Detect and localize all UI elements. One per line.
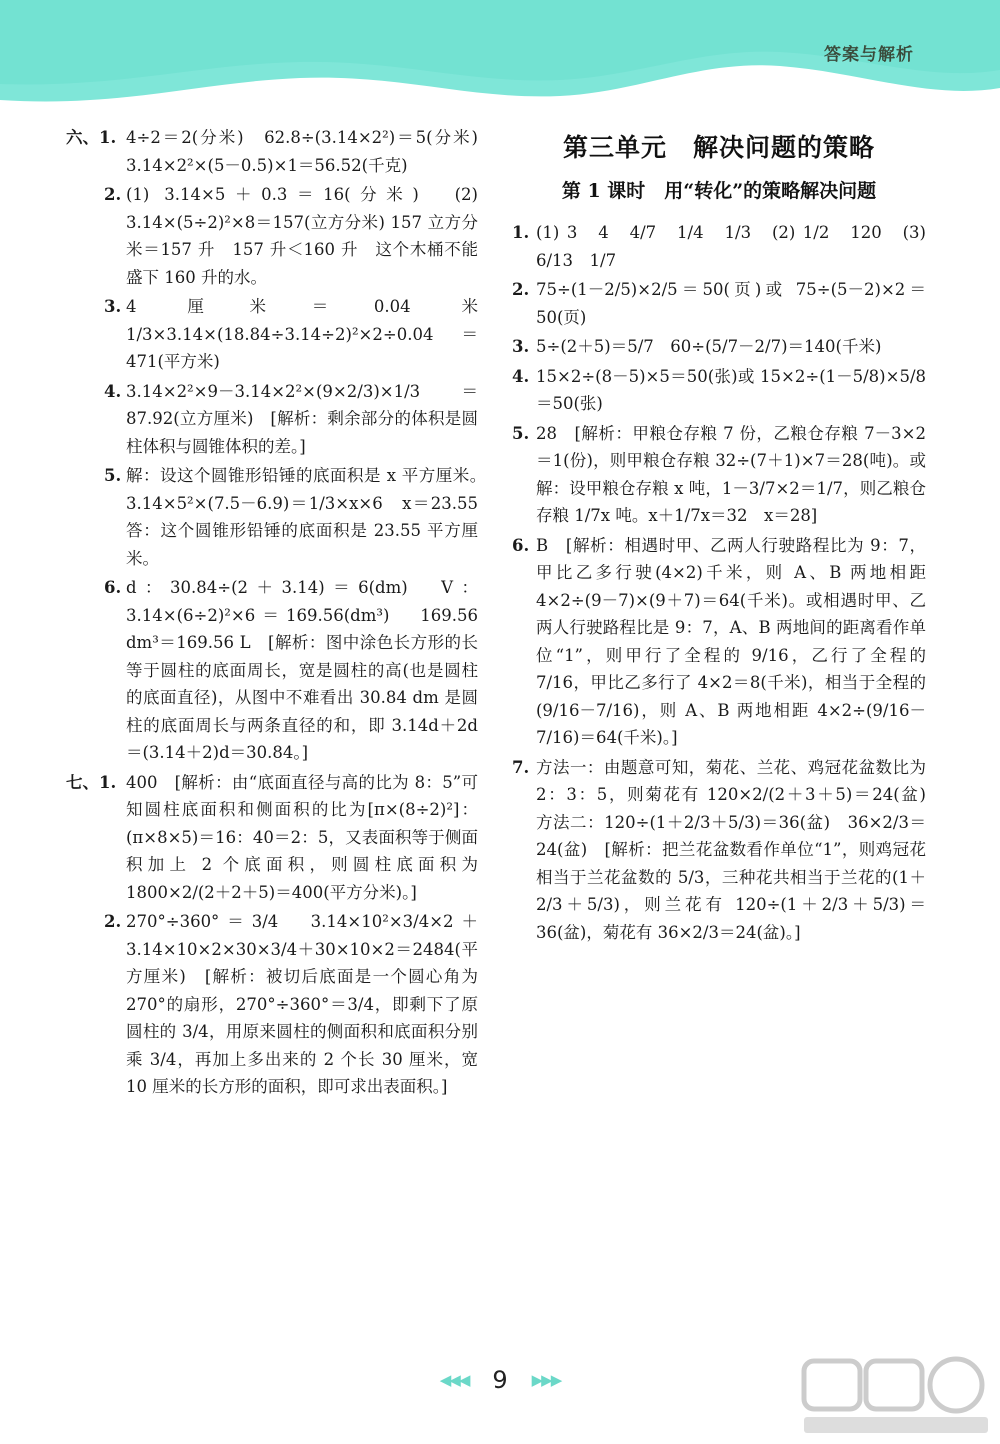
page-number: 9 [492,1366,508,1394]
answer-item [66,293,495,376]
answer-item [66,378,478,461]
item-number: 5. [512,423,530,443]
answer-item [512,754,943,947]
item-number: 1. [512,223,530,242]
answer-item [512,276,926,331]
answer-item [512,532,926,752]
item-number: 七、1. [66,772,117,792]
unit-title: 第三单元 解决问题的策略 [562,133,875,162]
header-title: 答案与解析 [824,45,914,65]
right-arrows-icon: ▶▶▶ [531,1371,561,1389]
page-header [0,0,1000,120]
page-footer [400,1366,600,1394]
item-number: 3. [512,337,530,356]
item-number: 6. [512,535,530,555]
item-number: 2. [512,280,530,299]
item-text: 15×2÷(8－5)×5＝50(张)或 15×2÷(1－5/8)×5/8＝50(张) [536,366,926,413]
item-text: 5÷(2＋5)＝5/7 60÷(5/7－2/7)＝140(千米) [536,337,882,356]
item-number: 3. [104,297,122,316]
item-number: 2. [104,912,122,931]
left-arrows-icon: ◀◀◀ [439,1371,469,1389]
item-number: 6. [104,578,122,597]
item-number: 4. [512,366,530,386]
answer-item [512,333,926,361]
answer-item [66,124,495,179]
answer-item [512,363,926,418]
item-text: 方法一：由题意可知，菊花、兰花、鸡冠花盆数比为 2：3：5，则菊花有 120×2/(2＋3＋5)＝24(盆) 方法二：120÷(1＋2/3＋5/3)＝36(盆) 36×2/3＝24(盆) [解析：把兰花盆数看作单位“1”，则鸡冠花相当于兰花盆数的 5/3，三种花共相当于兰花的(1＋2/3＋5/3)，则兰花有 120÷(1＋2/3＋5/3)＝36(盆)，菊花有 36×2/3＝24(盆)。] [536,757,943,942]
watermark-logo-icon [800,1355,992,1437]
answer-item [66,574,478,767]
item-text: B [解析：相遇时甲、乙两人行驶路程比为 9：7，甲比乙多行驶(4×2)千米，则 A、B 两地相距 4×2÷(9－7)×(9＋7)＝64(千米)。或相遇时甲、乙两人行驶路程比是 9：7，A、B 两地间的距离看作单位“1”，则甲行了全程的 9/16，乙行了全程的 7/16，甲比乙多行了 4×2＝8(千米)，相当于全程的(9/16－7/16)，则 A、B 两地相距 4×2÷(9/16－7/16)＝64(千米)。] [536,535,926,747]
item-text: 4÷2＝2(分米) 62.8÷(3.14×2²)＝5(分米) 3.14×2²×(5－0.5)×1＝56.52(千克) [126,128,495,175]
item-text: (1) 3 4 4/7 1/4 1/3 (2) 1/2 120 (3) 6/13 1/7 [536,223,926,270]
lesson-title: 第 1 课时 用“转化”的策略解决问题 [561,179,877,202]
left-column [66,124,495,1103]
answer-item [66,908,478,1101]
item-number: 5. [104,466,122,485]
item-text: (1) 3.14×5＋0.3＝16(分米) (2) 3.14×(5÷2)²×8＝157(立方分米) 157 立方分米＝157 升 157 升＜160 升 这个木桶不能盛下 160 升的水。 [126,185,478,287]
right-column [512,124,943,948]
item-number: 7. [512,757,530,777]
answer-item [66,769,478,907]
item-text: 28 [解析：甲粮仓存粮 7 份，乙粮仓存粮 7－3×2＝1(份)，则甲粮仓存粮 32÷(7＋1)×7＝28(吨)。或解：设甲粮仓存粮 x 吨，1－3/7×2＝1/7，则乙粮仓存粮 1/7x 吨。x＋1/7x＝32 x＝28] [536,423,926,525]
item-number: 4. [104,381,122,401]
answer-item [512,219,926,274]
answer-item [512,420,926,530]
answer-item [66,181,478,291]
item-text: 75÷(1－2/5)×2/5＝50(页)或 75÷(5－2)×2＝50(页) [536,280,926,327]
item-text: 270°÷360°＝3/4 3.14×10²×3/4×2＋3.14×10×2×30×3/4＋30×10×2＝2484(平方厘米) [解析：被切后底面是一个圆心角为 270°的扇形，270°÷360°＝3/4，即剩下了原圆柱的 3/4，用原来圆柱的侧面积和底面积分别乘 3/4，再加上多出来的 2 个长 30 厘米，宽 10 厘米的长方形的面积，即可求出表面积。] [126,912,478,1096]
item-text: d：30.84÷(2＋3.14)＝6(dm) V：3.14×(6÷2)²×6＝169.56(dm³) 169.56 dm³＝169.56 L [解析：图中涂色长方形的长等于圆柱的底面周长，宽是圆柱的高(也是圆柱的底面直径)，从图中不难看出 30.84 dm 是圆柱的底面周长与两条直径的和，即 3.14d＋2d＝(3.14＋2)d＝30.84。] [126,578,478,762]
item-number: 2. [104,185,122,204]
item-text: 4 厘米＝0.04 米 1/3×3.14×(18.84÷3.14÷2)²×2÷0.04＝471(平方米) [126,297,495,371]
item-number: 六、1. [66,128,117,147]
answer-item [66,462,495,572]
item-text: 400 [解析：由“底面直径与高的比为 8：5”可知圆柱底面积和侧面积的比为[π×(8÷2)²]：(π×8×5)＝16：40＝2：5，又表面积等于侧面积加上 2 个底面积，则圆柱底面积为 1800×2/(2＋2＋5)＝400(平方分米)。] [126,772,478,902]
item-text: 3.14×2²×9－3.14×2²×(9×2/3)×1/3＝87.92(立方厘米) [解析：剩余部分的体积是圆柱体积与圆锥体积的差。] [126,381,478,456]
item-text: 解：设这个圆锥形铅锤的底面积是 x 平方厘米。 3.14×5²×(7.5－6.9)＝1/3×x×6 x＝23.55 答：这个圆锥形铅锤的底面积是 23.55 平方厘米。 [126,466,495,568]
